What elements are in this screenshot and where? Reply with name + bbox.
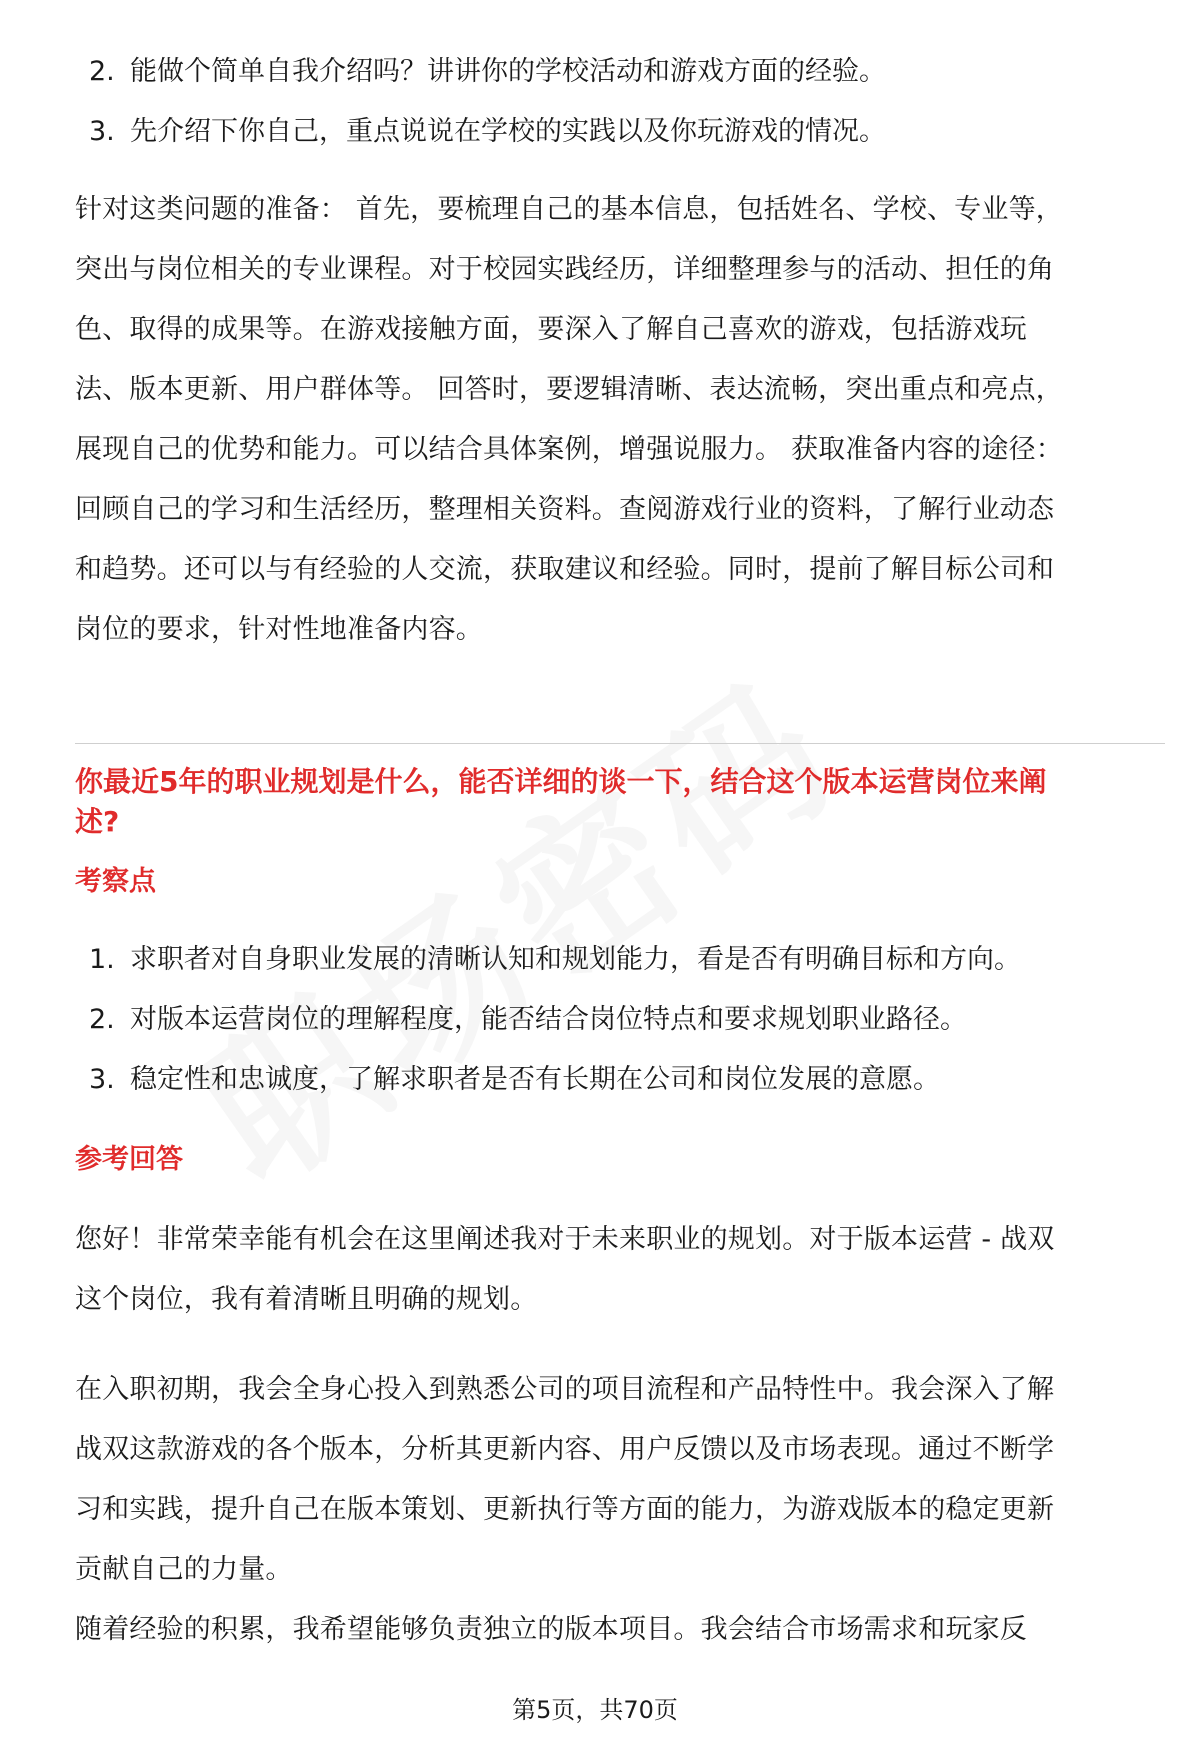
points-heading: 考察点	[75, 866, 156, 897]
watermark	[145, 616, 875, 1230]
list-item: 2. 能做个简单自我介绍吗？讲讲你的学校活动和游戏方面的经验。	[89, 56, 886, 87]
assessment-points-list	[75, 930, 1165, 1110]
answer-paragraph-1: 您好！非常荣幸能有机会在这里阐述我对于未来职业的规划。对于版本运营 - 战双 这个岗位，我有着清晰且明确的规划。	[75, 1224, 1055, 1315]
question-title: 你最近5年的职业规划是什么，能否详细的谈一下，结合这个版本运营岗位来阐 述?	[75, 765, 1047, 838]
list-item: 2. 对版本运营岗位的理解程度，能否结合岗位特点和要求规划职业路径。	[89, 1004, 967, 1035]
answer-paragraph-3: 随着经验的积累，我希望能够负责独立的版本项目。我会结合市场需求和玩家反	[75, 1614, 1027, 1645]
answer-heading: 参考回答	[75, 1144, 183, 1175]
list-item: 3. 稳定性和忠诚度，了解求职者是否有长期在公司和岗位发展的意愿。	[89, 1064, 940, 1095]
list-item: 3. 先介绍下你自己，重点说说在学校的实践以及你玩游戏的情况。	[89, 116, 886, 147]
page-number: 第5页，共70页	[512, 1696, 678, 1724]
preparation-paragraph: 针对这类问题的准备： 首先，要梳理自己的基本信息，包括姓名、学校、专业等， 突出与岗位相关的专业课程。对于校园实践经历，详细整理参与的活动、担任的角 色、取得的成果等。在游戏接触方面，要深入了解自己喜欢的游戏，包括游戏玩 法、版本更新、用户群体等。 回答时，要逻辑清晰、表达流畅，突出重点和亮点， 展现自己的优势和能力。可以结合具体案例，增强说服力。 获取准备内容的途径： 回顾自己的学习和生活经历，整理相关资料。查阅游戏行业的资料，了解行业动态 和趋势。还可以与有经验的人交流，获取建议和经验。同时，提前了解目标公司和 岗位的要求，针对性地准备内容。	[75, 194, 1063, 645]
answer-paragraph-2: 在入职初期，我会全身心投入到熟悉公司的项目流程和产品特性中。我会深入了解 战双这款游戏的各个版本，分析其更新内容、用户反馈以及市场表现。通过不断学 习和实践，提升自己在版本策划、更新执行等方面的能力，为游戏版本的稳定更新 贡献自己的力量。	[75, 1374, 1055, 1585]
list-item: 1. 求职者对自身职业发展的清晰认知和规划能力，看是否有明确目标和方向。	[89, 944, 1021, 975]
intro-question-list	[75, 42, 1165, 162]
section-divider	[75, 743, 1165, 744]
